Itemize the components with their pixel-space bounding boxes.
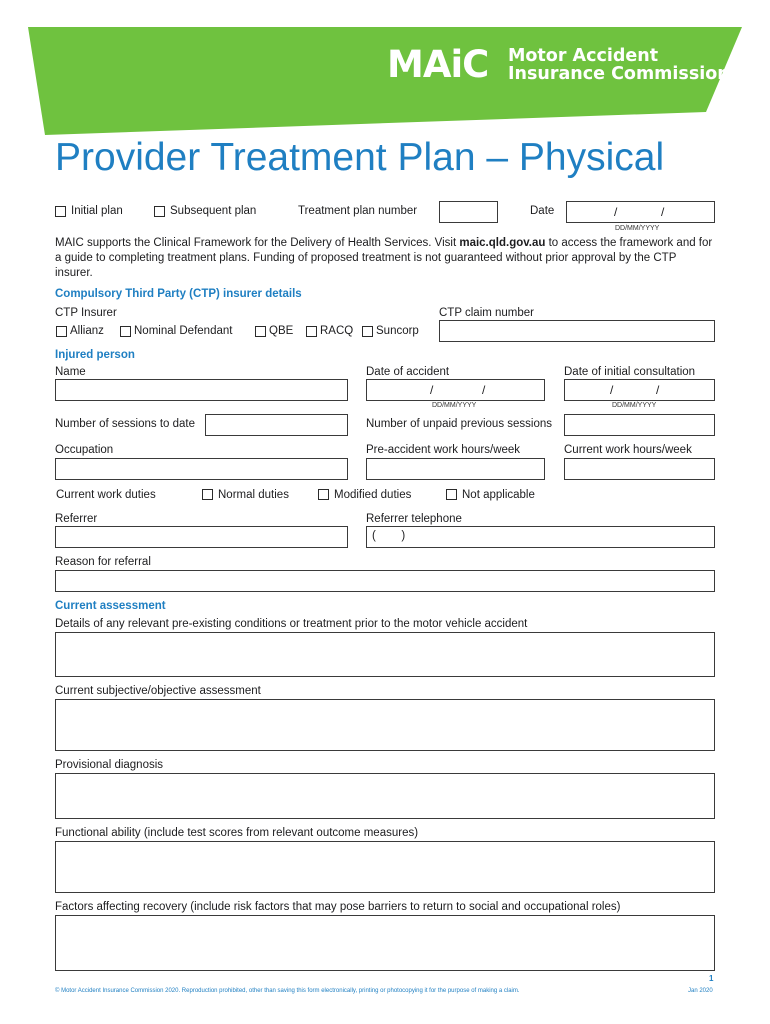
sessions-to-date-field[interactable] bbox=[205, 414, 348, 436]
current-hours-label: Current work hours/week bbox=[564, 444, 692, 456]
intro-text-part2: to access the framework and for a guide to completing treatment plans. Funding of proposed treatment is not guaranteed without prior approval by the CTP insurer. bbox=[55, 237, 713, 279]
allianz-checkbox[interactable] bbox=[56, 326, 67, 337]
name-field[interactable] bbox=[55, 379, 348, 401]
subjective-objective-field[interactable] bbox=[55, 699, 715, 751]
unpaid-sessions-field[interactable] bbox=[564, 414, 715, 436]
treatment-plan-number-label: Treatment plan number bbox=[298, 205, 418, 217]
phone-area-code-brackets: ( ) bbox=[372, 530, 406, 542]
current-work-duties-label: Current work duties bbox=[56, 489, 156, 501]
ctp-claim-number-label: CTP claim number bbox=[439, 307, 535, 319]
modified-duties-label: Modified duties bbox=[334, 489, 412, 501]
provisional-diagnosis-field[interactable] bbox=[55, 773, 715, 819]
maic-website-link[interactable]: maic.qld.gov.au bbox=[459, 237, 546, 249]
referrer-label: Referrer bbox=[55, 513, 98, 525]
logo-text-line1: Motor Accident bbox=[508, 46, 659, 66]
injured-person-heading: Injured person bbox=[55, 349, 135, 361]
suncorp-checkbox[interactable] bbox=[362, 326, 373, 337]
nominal-defendant-label: Nominal Defendant bbox=[134, 325, 233, 337]
preexisting-conditions-field[interactable] bbox=[55, 632, 715, 677]
plan-date-field[interactable] bbox=[566, 201, 715, 223]
date-format-hint: DD/MM/YYYY bbox=[432, 402, 477, 409]
not-applicable-label: Not applicable bbox=[462, 489, 535, 501]
qbe-checkbox[interactable] bbox=[255, 326, 266, 337]
pre-accident-hours-field[interactable] bbox=[366, 458, 545, 480]
preexisting-conditions-label: Details of any relevant pre-existing conditions or treatment prior to the motor vehicle accident bbox=[55, 618, 528, 630]
racq-label: RACQ bbox=[320, 325, 354, 337]
treatment-plan-number-field[interactable] bbox=[439, 201, 498, 223]
date-separator: / bbox=[614, 205, 618, 219]
allianz-label: Allianz bbox=[70, 325, 104, 337]
unpaid-sessions-label: Number of unpaid previous sessions bbox=[366, 418, 553, 430]
name-label: Name bbox=[55, 366, 86, 378]
reason-for-referral-label: Reason for referral bbox=[55, 556, 151, 568]
ctp-section-heading: Compulsory Third Party (CTP) insurer details bbox=[55, 288, 302, 300]
logo-text-line2: Insurance Commission bbox=[508, 64, 730, 84]
referrer-telephone-field[interactable] bbox=[366, 526, 715, 548]
date-label: Date bbox=[530, 205, 555, 217]
intro-paragraph bbox=[55, 236, 715, 281]
occupation-label: Occupation bbox=[55, 444, 114, 456]
date-separator: / bbox=[656, 383, 660, 397]
subjective-objective-label: Current subjective/objective assessment bbox=[55, 685, 261, 697]
ctp-claim-number-field[interactable] bbox=[439, 320, 715, 342]
factors-affecting-recovery-label: Factors affecting recovery (include risk factors that may pose barriers to return to social and occupational roles) bbox=[55, 901, 621, 913]
current-hours-field[interactable] bbox=[564, 458, 715, 480]
referrer-telephone-label: Referrer telephone bbox=[366, 513, 462, 525]
date-format-hint: DD/MM/YYYY bbox=[612, 402, 657, 409]
factors-affecting-recovery-field[interactable] bbox=[55, 915, 715, 971]
page-number: 1 bbox=[709, 974, 714, 983]
date-separator: / bbox=[661, 205, 665, 219]
racq-checkbox[interactable] bbox=[306, 326, 317, 337]
qbe-label: QBE bbox=[269, 325, 294, 337]
reason-for-referral-field[interactable] bbox=[55, 570, 715, 592]
initial-plan-label: Initial plan bbox=[71, 205, 123, 217]
sessions-to-date-label: Number of sessions to date bbox=[55, 418, 195, 430]
current-assessment-heading: Current assessment bbox=[55, 600, 166, 612]
ctp-insurer-label: CTP Insurer bbox=[55, 307, 117, 319]
intro-text-part1: MAIC supports the Clinical Framework for the Delivery of Health Services. Visit bbox=[55, 237, 460, 249]
suncorp-label: Suncorp bbox=[376, 325, 419, 337]
normal-duties-label: Normal duties bbox=[218, 489, 289, 501]
nominal-defendant-checkbox[interactable] bbox=[120, 326, 131, 337]
date-separator: / bbox=[430, 383, 434, 397]
subsequent-plan-label: Subsequent plan bbox=[170, 205, 257, 217]
edition-date: Jan 2020 bbox=[688, 988, 713, 994]
copyright-notice: © Motor Accident Insurance Commission 2020. Reproduction prohibited, other than saving this form electronically, printing or photocopying it for the purpose of making a claim. bbox=[55, 988, 520, 994]
occupation-field[interactable] bbox=[55, 458, 348, 480]
provisional-diagnosis-label: Provisional diagnosis bbox=[55, 759, 164, 771]
functional-ability-label: Functional ability (include test scores from relevant outcome measures) bbox=[55, 827, 419, 839]
modified-duties-checkbox[interactable] bbox=[318, 489, 329, 500]
date-of-accident-field[interactable] bbox=[366, 379, 545, 401]
date-format-hint: DD/MM/YYYY bbox=[615, 225, 660, 232]
date-of-initial-consultation-field[interactable] bbox=[564, 379, 715, 401]
not-applicable-checkbox[interactable] bbox=[446, 489, 457, 500]
date-separator: / bbox=[482, 383, 486, 397]
date-of-initial-consultation-label: Date of initial consultation bbox=[564, 366, 696, 378]
date-of-accident-label: Date of accident bbox=[366, 366, 450, 378]
initial-plan-checkbox[interactable] bbox=[55, 206, 66, 217]
referrer-field[interactable] bbox=[55, 526, 348, 548]
normal-duties-checkbox[interactable] bbox=[202, 489, 213, 500]
page-title: Provider Treatment Plan – Physical bbox=[55, 136, 665, 179]
pre-accident-hours-label: Pre-accident work hours/week bbox=[366, 444, 521, 456]
date-separator: / bbox=[610, 383, 614, 397]
functional-ability-field[interactable] bbox=[55, 841, 715, 893]
maic-logo-mark: MAiC bbox=[387, 43, 489, 86]
subsequent-plan-checkbox[interactable] bbox=[154, 206, 165, 217]
